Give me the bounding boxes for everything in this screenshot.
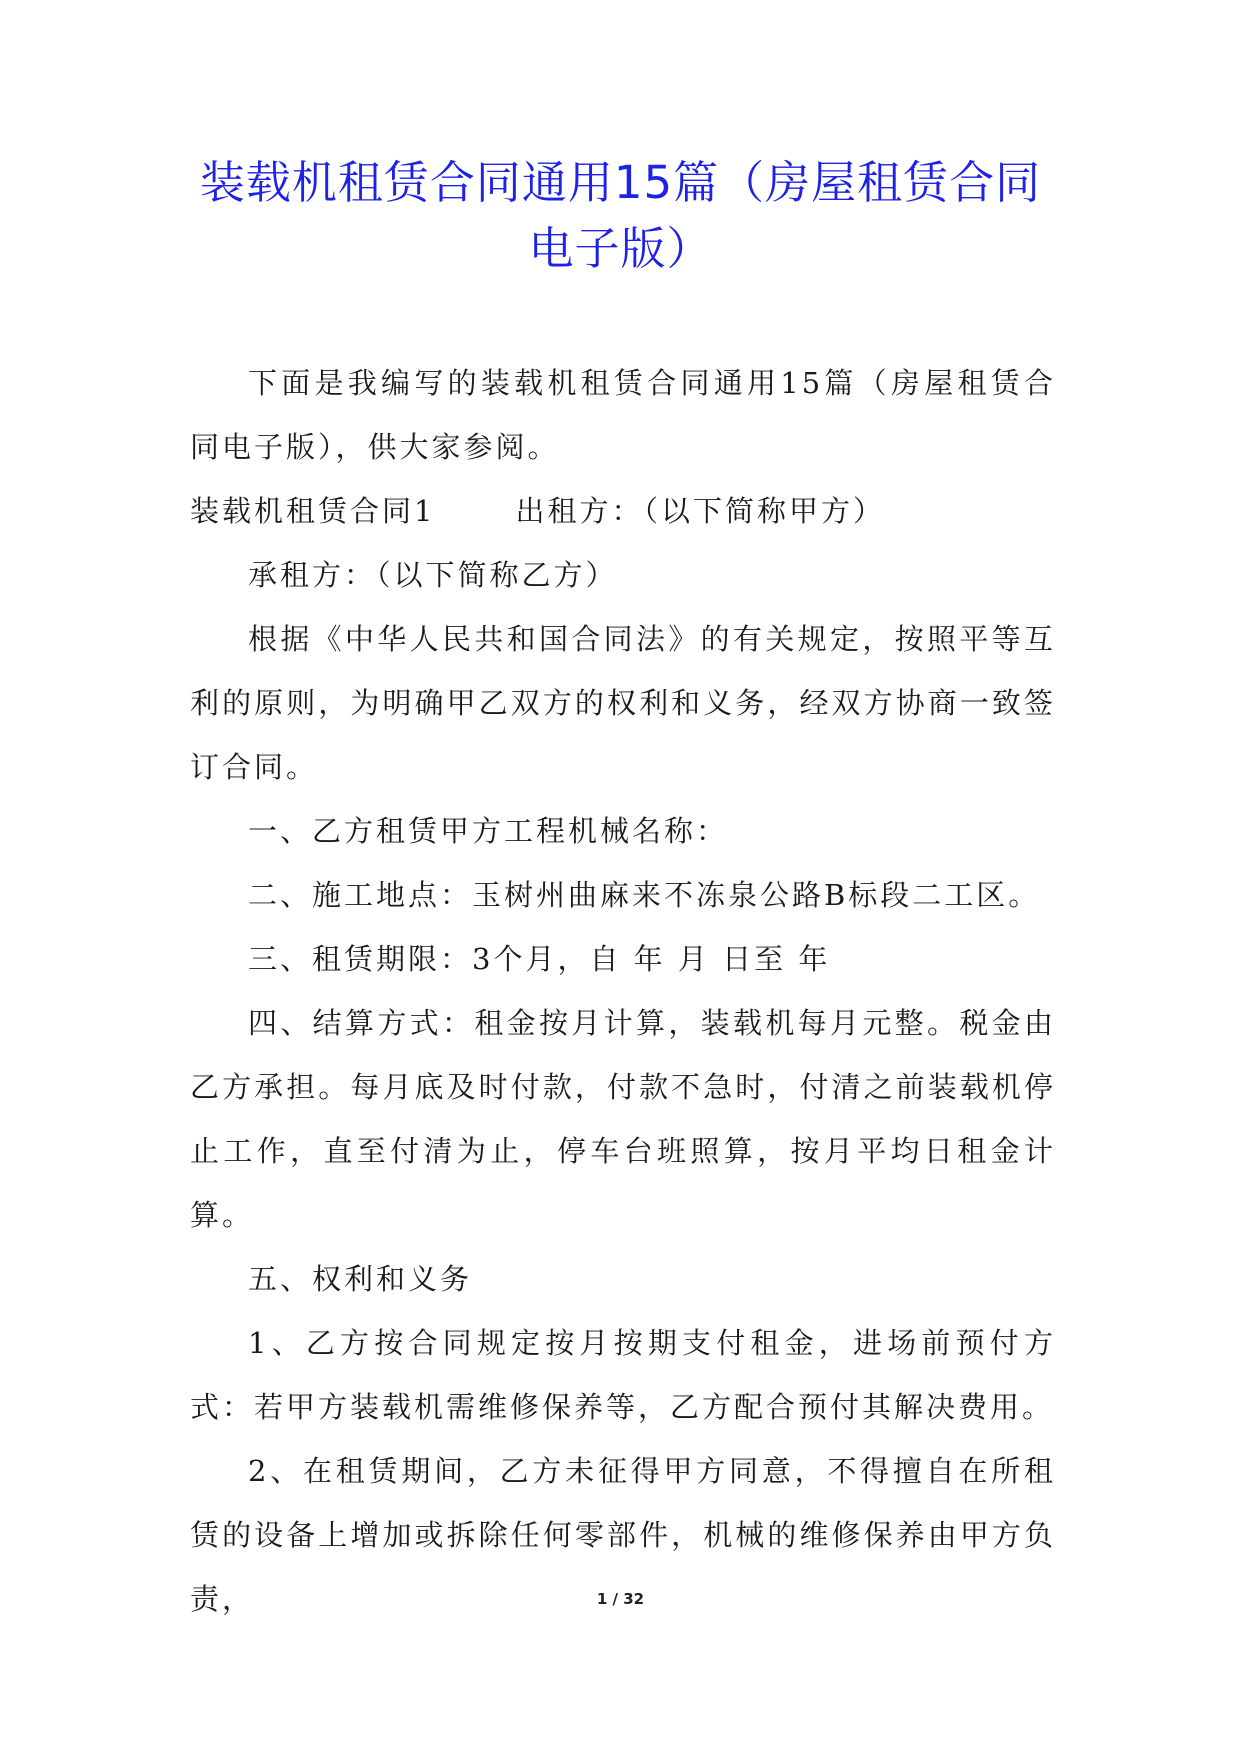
paragraph-clause-4: 四、结算方式：租金按月计算，装载机每月元整。税金由乙方承担。每月底及时付款，付款不急时，付清之前装载机停止工作，直至付清为止，停车台班照算，按月平均日租金计算。 <box>190 1006 1056 1232</box>
title-line-1: 装载机租赁合同通用15篇（房屋租赁合同 <box>199 156 1042 209</box>
paragraph-item-2: 2、在租赁期间，乙方未征得甲方同意，不得擅自在所租赁的设备上增加或拆除任何零部件，机械的维修保养由甲方负责， <box>190 1454 1056 1616</box>
document-title <box>160 150 1081 282</box>
contract-heading: 装载机租赁合同1 <box>190 494 436 528</box>
lessee-line: 承租方：（以下简称乙方） <box>248 558 618 592</box>
paragraph-legal-basis: 根据《中华人民共和国合同法》的有关规定，按照平等互利的原则，为明确甲乙双方的权利和义务，经双方协商一致签订合同。 <box>190 622 1056 784</box>
paragraph-clause-1: 一、乙方租赁甲方工程机械名称： <box>248 814 729 848</box>
page-number: 1 / 32 <box>596 1590 645 1608</box>
paragraph-clause-2: 二、施工地点：玉树州曲麻来不冻泉公路B标段二工区。 <box>248 878 1041 912</box>
intro-paragraph: 下面是我编写的装载机租赁合同通用15篇（房屋租赁合同电子版），供大家参阅。 <box>190 366 1056 464</box>
paragraph-clause-5: 五、权利和义务 <box>248 1262 473 1296</box>
paragraph-item-1: 1、乙方按合同规定按月按期支付租金，进场前预付方式：若甲方装载机需维修保养等，乙方配合预付其解决费用。 <box>190 1326 1056 1424</box>
lessor-line: 出租方：（以下简称甲方） <box>515 494 885 528</box>
paragraph-clause-3: 三、租赁期限：3个月，自 年 月 日至 年 <box>248 942 831 976</box>
contract-heading-line <box>190 479 1056 543</box>
title-line-2: 电子版） <box>528 222 713 275</box>
document-body <box>190 351 1056 1631</box>
